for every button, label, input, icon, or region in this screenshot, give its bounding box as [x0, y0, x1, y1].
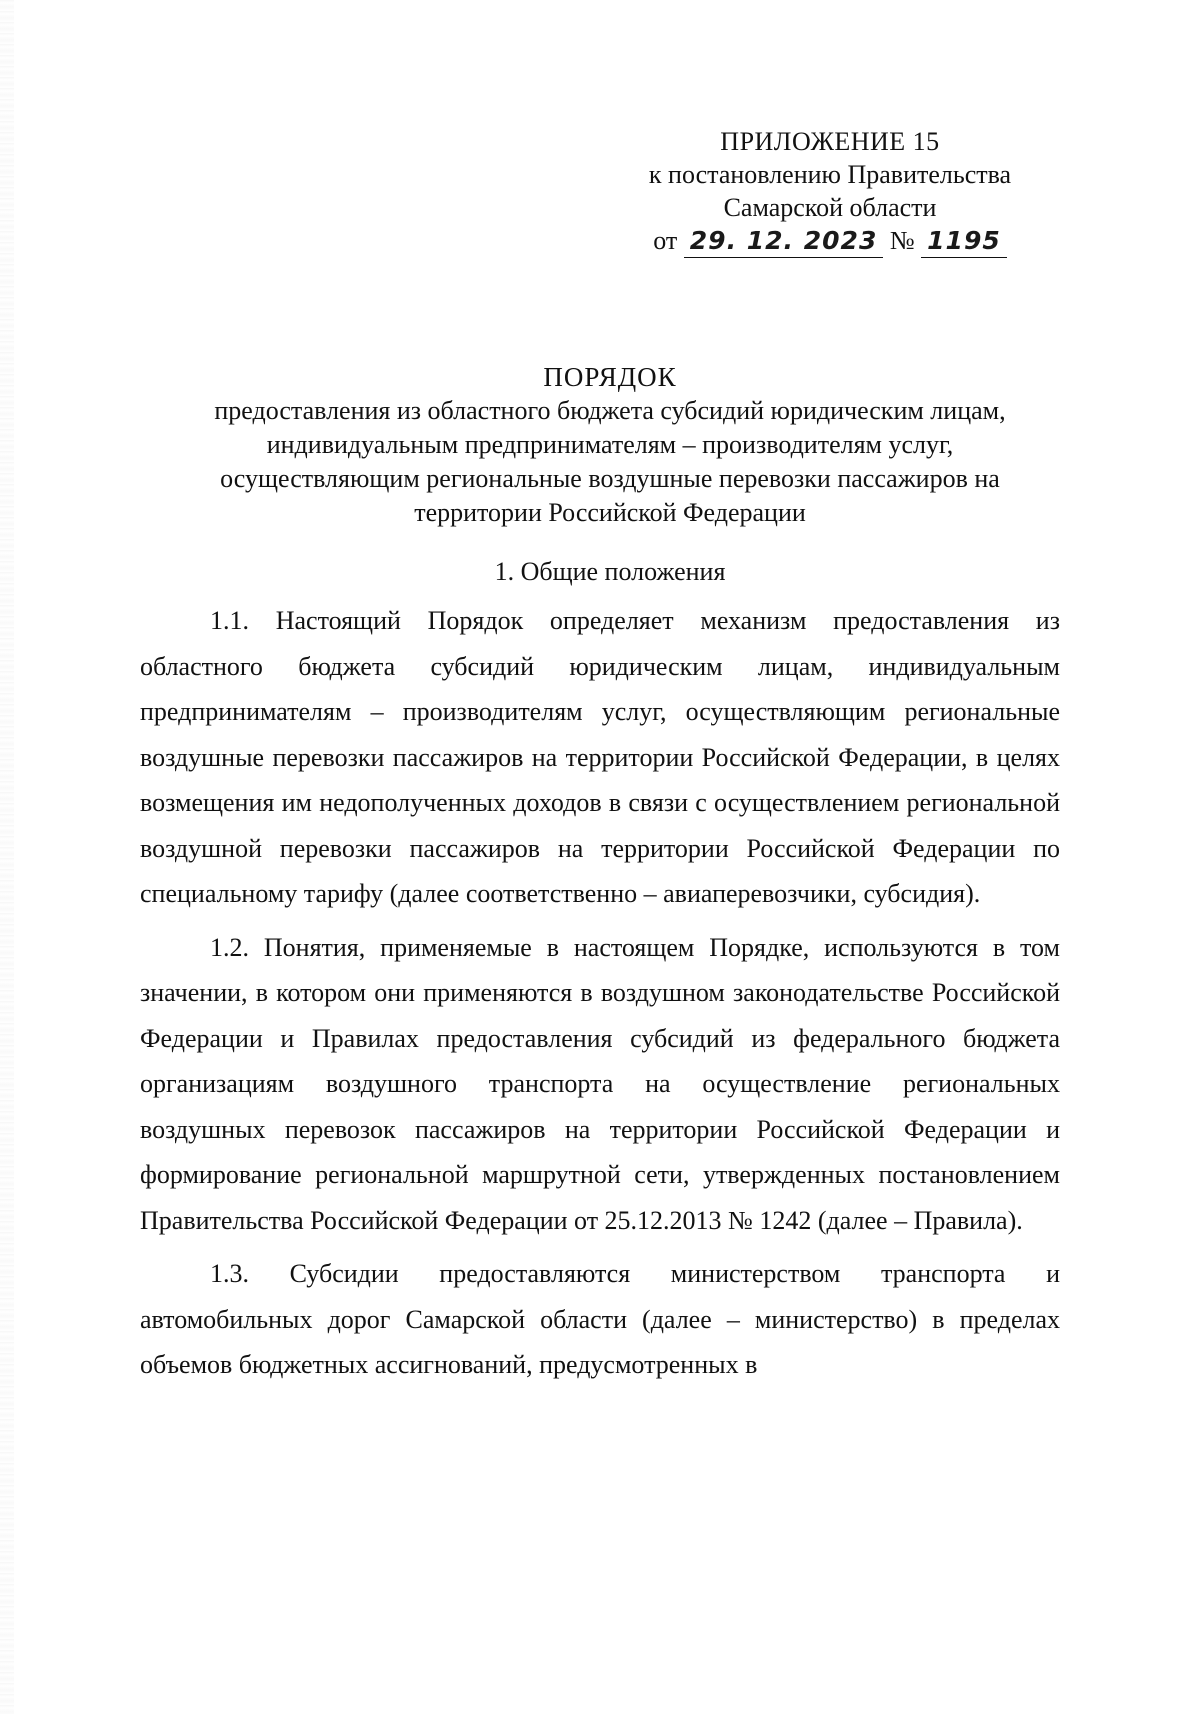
number-sign: № [889, 226, 915, 255]
document-body [140, 598, 1060, 1396]
appendix-date-line [620, 224, 1040, 258]
appendix-header [620, 125, 1040, 258]
document-title-line-2: индивидуальным предпринимателям – производителям услуг, [266, 430, 954, 459]
handwritten-number: 1195 [921, 224, 1007, 258]
appendix-line-1: к постановлению Правительства [648, 160, 1012, 189]
appendix-title: ПРИЛОЖЕНИЕ 15 [720, 127, 940, 156]
document-title-line-1: предоставления из областного бюджета субсидий юридическим лицам, [214, 396, 1006, 425]
paragraph-1-1: 1.1. Настоящий Порядок определяет механизм предоставления из областного бюджета субсидий юридическим лицам, индивидуальным предпринимателям – производителям услуг, осуществляющим региональные воздушные перевозки пассажиров на территории Российской Федерации, в целях возмещения им недополученных доходов в связи с осуществлением региональной воздушной перевозки пассажиров на территории Российской Федерации по специальному тарифу (далее соответственно – авиаперевозчики, субсидия). [140, 606, 1060, 908]
appendix-line-2: Самарской области [723, 193, 937, 222]
document-title-line-4: территории Российской Федерации [414, 498, 806, 527]
paragraph-1-2: 1.2. Понятия, применяемые в настоящем Порядке, используются в том значении, в котором они применяются в воздушном законодательстве Российской Федерации и Правилах предоставления субсидий из федерального бюджета организациям воздушного транспорта на осуществление региональных воздушных перевозок пассажиров на территории Российской Федерации и формирование региональной маршрутной сети, утвержденных постановлением Правительства Российской Федерации от 25.12.2013 № 1242 (далее – Правила). [140, 932, 1060, 1235]
paragraph-1-3: 1.3. Субсидии предоставляются министерством транспорта и автомобильных дорог Самарской области (далее – министерство) в пределах объемов бюджетных ассигнований, предусмотренных в [140, 1259, 1060, 1379]
section-title: 1. Общие положения [494, 557, 726, 586]
date-prefix: от [653, 226, 678, 255]
scan-edge-noise [0, 0, 14, 1714]
document-title-line-3: осуществляющим региональные воздушные перевозки пассажиров на [220, 464, 1000, 493]
document-heading: ПОРЯДОК [543, 362, 677, 392]
handwritten-date: 29. 12. 2023 [684, 224, 884, 258]
document-title [140, 360, 1080, 530]
